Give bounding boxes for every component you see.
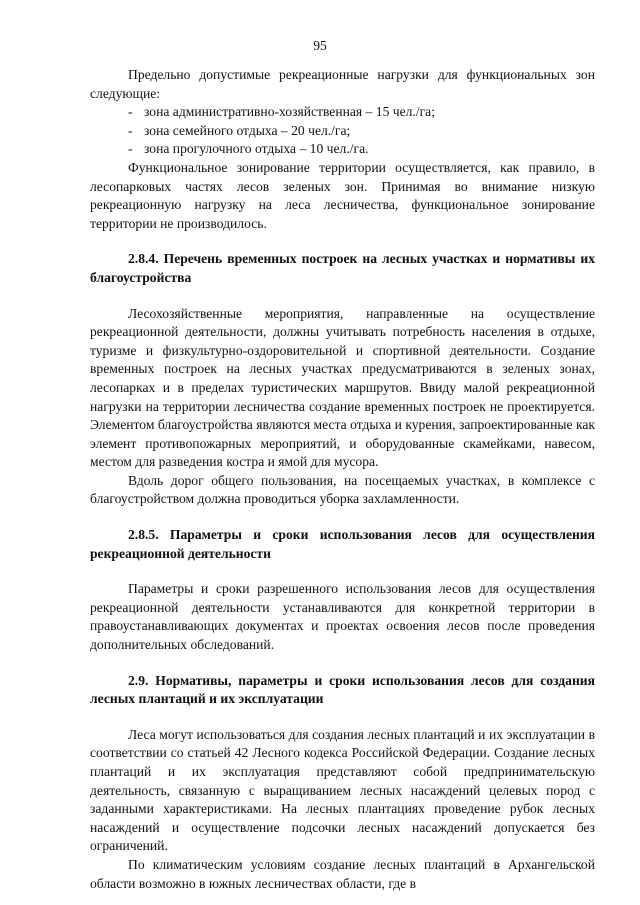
page-content — [90, 66, 595, 893]
section-2-9-paragraph-2: По климатическим условиям создание лесных плантаций в Архангельской области возможно в южных лесничествах области, где в — [90, 856, 595, 891]
section-heading-2-8-5: 2.8.5. Параметры и сроки использования лесов для осуществления рекреационной деятельности — [90, 527, 595, 561]
section-heading-2-8-4: 2.8.4. Перечень временных построек на лесных участках и нормативы их благоустройства — [90, 251, 595, 285]
list-marker: - — [128, 122, 133, 138]
list-item-text: зона семейного отдыха – 20 чел./га; — [144, 122, 351, 138]
zoning-paragraph: Функциональное зонирование территории осуществляется, как правило, в лесопарковых частях лесов зеленых зон. Принимая во внимание низкую рекреационную нагрузку на леса лесничества, функциональное зонирование территории не производилось. — [90, 159, 595, 231]
zone-load-list — [90, 103, 595, 159]
intro-paragraph: Предельно допустимые рекреационные нагрузки для функциональных зон следующие: — [90, 67, 595, 101]
list-item-text: зона административно-хозяйственная – 15 чел./га; — [144, 104, 435, 120]
list-item — [90, 122, 595, 141]
section-2-9-paragraph-1: Леса могут использоваться для создания лесных плантаций и их эксплуатации в соответствии со статьей 42 Лесного кодекса Российской Федерации. Создание лесных плантаций и их эксплуатация представляют собой предпринимательскую деятельность, связанную с выращиванием лесных насаждений целевых пород с заданными характеристиками. На лесных плантациях проведение рубок лесных насаждений и осуществление подсочки лесных насаждений допускается без ограничений. — [90, 726, 595, 854]
section-2-8-4-paragraph-1: Лесохозяйственные мероприятия, направленные на осуществление рекреационной деятельности, должны учитывать потребность населения в отдыхе, туризме и физкультурно-оздоровительной и спортивной деятельности. Создание временных построек на лесных участках предусматриваются в зеленых зонах, лесопарках и в пределах туристических маршрутов. Ввиду малой рекреационной нагрузки на территории лесничества создание временных построек не проектируется. Элементом благоустройства являются места отдыха и курения, запроектированные как элемент противопожарных мероприятий, и оборудованные скамейками, навесом, местом для разведения костра и ямой для мусора. — [90, 305, 595, 470]
section-2-8-4-paragraph-2: Вдоль дорог общего пользования, на посещаемых участках, в комплексе с благоустройством должна проводиться уборка захламленности. — [90, 472, 595, 507]
section-2-8-5-paragraph-1: Параметры и сроки разрешенного использования лесов для осуществления рекреационной деятельности устанавливаются для конкретной территории в правоустанавливающих документах и проектах освоения лесов после проведения дополнительных обследований. — [90, 581, 595, 653]
page-number: 95 — [313, 38, 327, 53]
list-item — [90, 140, 595, 159]
list-marker: - — [128, 141, 133, 157]
section-heading-2-9: 2.9. Нормативы, параметры и сроки использования лесов для создания лесных плантаций и их эксплуатации — [90, 672, 595, 707]
list-item — [90, 103, 595, 122]
list-marker: - — [128, 104, 133, 120]
list-item-text: зона прогулочного отдыха – 10 чел./га. — [144, 141, 369, 157]
